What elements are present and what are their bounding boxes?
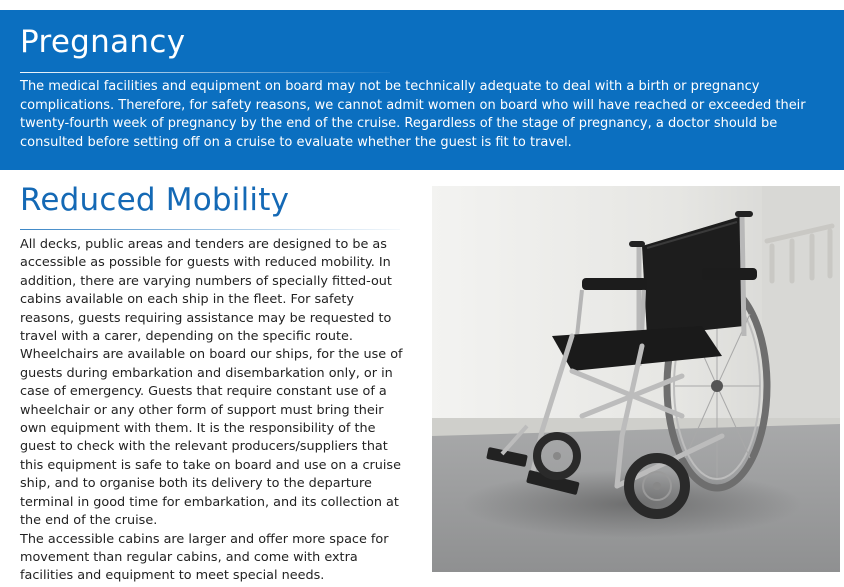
mobility-paragraph-3: The accessible cabins are larger and offer more space for movement than regular cabins, and come with extra facilities and equipment to meet special needs.	[20, 531, 389, 584]
pregnancy-section	[0, 10, 844, 170]
reduced-mobility-heading: Reduced Mobility	[20, 182, 290, 218]
top-strip	[0, 0, 844, 10]
wheelchair-photo	[432, 186, 840, 572]
mobility-paragraph-1: All decks, public areas and tenders are designed to be as accessible as possible for guests with reduced mobility. In addition, there are varying numbers of specially fitted-out cabins available on each ship in the fleet. For safety reasons, guests requiring assistance may be requested to travel with a carer, depending on the specific route.	[20, 237, 392, 345]
pregnancy-heading: Pregnancy	[20, 24, 186, 60]
wheelchair-illustration	[432, 186, 840, 572]
reduced-mobility-heading-rule	[20, 229, 400, 230]
pregnancy-heading-rule	[20, 72, 390, 73]
reduced-mobility-text	[20, 236, 404, 586]
mobility-paragraph-2: Wheelchairs are available on board our ships, for the use of guests during embarkation and disembarkation only, or in case of emergency. Guests that require constant use of a wheelchair or any other form of support must bring their own equipment with them. It is the responsibility of the guest to check with the relevant producers/suppliers that this equipment is safe to take on board and use on a cruise ship, and to organise both its delivery to the departure terminal in good time for embarkation, and its collection at the end of the cruise.	[20, 347, 403, 529]
pregnancy-text: The medical facilities and equipment on board may not be technically adequate to deal with a birth or pregnancy complications. Therefore, for safety reasons, we cannot admit women on board who will have reached or exceeded their twenty-fourth week of pregnancy by the end of the cruise. Regardless of the stage of pregnancy, a doctor should be consulted before setting off on a cruise to evaluate whether the guest is fit to travel.	[20, 79, 806, 150]
